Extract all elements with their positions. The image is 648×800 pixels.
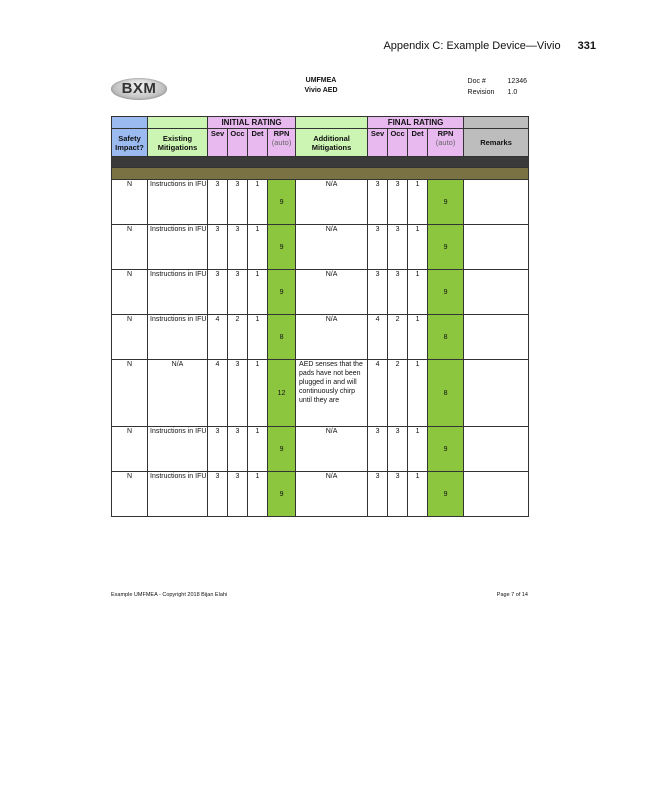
cell-final-occ: 2 xyxy=(388,360,408,427)
header-final-occ: Occ xyxy=(388,129,408,157)
cell-rpn: 12 xyxy=(268,360,296,427)
cell-sev: 3 xyxy=(208,270,228,315)
header-final-rpn-label: RPN xyxy=(437,129,454,138)
running-header xyxy=(383,40,596,52)
cell-safety: N xyxy=(112,270,148,315)
cell-final-rpn: 9 xyxy=(428,180,464,225)
cell-rpn: 9 xyxy=(268,270,296,315)
cell-final-rpn: 9 xyxy=(428,225,464,270)
cell-final-sev: 4 xyxy=(368,315,388,360)
cell-additional: N/A xyxy=(296,180,368,225)
document-header xyxy=(111,76,527,106)
header-det: Det xyxy=(248,129,268,157)
cell-final-det: 1 xyxy=(408,472,428,517)
header-rpn xyxy=(268,129,296,157)
band-blank-safety xyxy=(112,117,148,129)
cell-final-det: 1 xyxy=(408,180,428,225)
header-final-det: Det xyxy=(408,129,428,157)
header-rpn-sub: (auto) xyxy=(271,138,292,147)
cell-existing: Instructions in IFU xyxy=(148,270,208,315)
cell-safety: N xyxy=(112,180,148,225)
cell-final-det: 1 xyxy=(408,427,428,472)
cell-remarks xyxy=(464,472,529,517)
cell-final-occ: 2 xyxy=(388,315,408,360)
cell-final-occ: 3 xyxy=(388,427,408,472)
cell-final-sev: 4 xyxy=(368,360,388,427)
separator-olive xyxy=(112,168,529,180)
cell-safety: N xyxy=(112,360,148,427)
cell-final-rpn: 9 xyxy=(428,270,464,315)
cell-existing: Instructions in IFU xyxy=(148,427,208,472)
table-row xyxy=(112,427,529,472)
cell-safety: N xyxy=(112,472,148,517)
cell-final-det: 1 xyxy=(408,270,428,315)
cell-existing: Instructions in IFU xyxy=(148,180,208,225)
cell-sev: 3 xyxy=(208,472,228,517)
revision-value: 1.0 xyxy=(507,89,518,96)
table-row xyxy=(112,180,529,225)
cell-additional: N/A xyxy=(296,472,368,517)
header-final-rpn-sub: (auto) xyxy=(435,138,456,147)
cell-final-rpn: 8 xyxy=(428,360,464,427)
header-additional-mitigations: Additional Mitigations xyxy=(296,129,368,157)
table-row xyxy=(112,315,529,360)
document-title-line2: Vivio AED xyxy=(304,87,338,94)
table-row xyxy=(112,472,529,517)
cell-additional: N/A xyxy=(296,270,368,315)
cell-sev: 4 xyxy=(208,315,228,360)
footer-copyright: Example UMFMEA - Copyright 2018 Bijan Elahi xyxy=(111,592,228,598)
cell-final-occ: 3 xyxy=(388,270,408,315)
cell-occ: 2 xyxy=(228,315,248,360)
footer-page-count: Page 7 of 14 xyxy=(496,592,528,598)
cell-sev: 4 xyxy=(208,360,228,427)
cell-sev: 3 xyxy=(208,427,228,472)
cell-final-occ: 3 xyxy=(388,472,408,517)
cell-existing: Instructions in IFU xyxy=(148,225,208,270)
band-blank-existing xyxy=(148,117,208,129)
cell-remarks xyxy=(464,180,529,225)
cell-det: 1 xyxy=(248,315,268,360)
table-row xyxy=(112,360,529,427)
fmea-table xyxy=(111,116,529,517)
header-sev: Sev xyxy=(208,129,228,157)
band-blank-additional xyxy=(296,117,368,129)
page-number: 331 xyxy=(577,40,596,52)
table-row xyxy=(112,270,529,315)
document-title-line1: UMFMEA xyxy=(305,77,337,84)
cell-det: 1 xyxy=(248,225,268,270)
running-header-title: Appendix C: Example Device—Vivio xyxy=(383,40,561,52)
cell-existing: Instructions in IFU xyxy=(148,315,208,360)
cell-rpn: 9 xyxy=(268,180,296,225)
revision-label: Revision xyxy=(467,89,495,96)
band-initial-rating: INITIAL RATING xyxy=(208,117,296,129)
cell-rpn: 9 xyxy=(268,427,296,472)
cell-occ: 3 xyxy=(228,472,248,517)
cell-final-occ: 3 xyxy=(388,225,408,270)
cell-remarks xyxy=(464,315,529,360)
cell-final-sev: 3 xyxy=(368,180,388,225)
cell-safety: N xyxy=(112,427,148,472)
cell-det: 1 xyxy=(248,180,268,225)
cell-sev: 3 xyxy=(208,225,228,270)
cell-det: 1 xyxy=(248,472,268,517)
page-footer xyxy=(111,592,528,598)
band-blank-remarks xyxy=(464,117,529,129)
cell-remarks xyxy=(464,360,529,427)
cell-rpn: 9 xyxy=(268,225,296,270)
separator-dark xyxy=(112,157,529,168)
cell-safety: N xyxy=(112,315,148,360)
header-existing-mitigations: Existing Mitigations xyxy=(148,129,208,157)
cell-occ: 3 xyxy=(228,427,248,472)
cell-occ: 3 xyxy=(228,180,248,225)
cell-final-rpn: 9 xyxy=(428,472,464,517)
cell-occ: 3 xyxy=(228,360,248,427)
band-final-rating: FINAL RATING xyxy=(368,117,464,129)
document-meta xyxy=(468,76,527,98)
bxm-logo: BXM xyxy=(111,78,167,100)
cell-occ: 3 xyxy=(228,225,248,270)
cell-final-det: 1 xyxy=(408,360,428,427)
cell-det: 1 xyxy=(248,270,268,315)
cell-final-sev: 3 xyxy=(368,225,388,270)
header-final-rpn xyxy=(428,129,464,157)
doc-number-value: 12346 xyxy=(507,78,527,85)
cell-remarks xyxy=(464,270,529,315)
cell-final-sev: 3 xyxy=(368,427,388,472)
cell-det: 1 xyxy=(248,427,268,472)
cell-sev: 3 xyxy=(208,180,228,225)
header-remarks: Remarks xyxy=(464,129,529,157)
document-title xyxy=(281,76,361,96)
cell-safety: N xyxy=(112,225,148,270)
cell-rpn: 9 xyxy=(268,472,296,517)
cell-existing: Instructions in IFU xyxy=(148,472,208,517)
cell-additional: AED senses that the pads have not been plugged in and will continuously chirp until they are xyxy=(296,360,368,427)
cell-final-det: 1 xyxy=(408,315,428,360)
cell-final-rpn: 8 xyxy=(428,315,464,360)
header-rpn-label: RPN xyxy=(273,129,290,138)
doc-number-label: Doc # xyxy=(467,78,486,85)
cell-remarks xyxy=(464,427,529,472)
header-occ: Occ xyxy=(228,129,248,157)
cell-final-sev: 3 xyxy=(368,472,388,517)
cell-final-det: 1 xyxy=(408,225,428,270)
header-final-sev: Sev xyxy=(368,129,388,157)
cell-additional: N/A xyxy=(296,315,368,360)
cell-rpn: 8 xyxy=(268,315,296,360)
header-safety-impact: Safety Impact? xyxy=(112,129,148,157)
table-row xyxy=(112,225,529,270)
cell-final-sev: 3 xyxy=(368,270,388,315)
cell-additional: N/A xyxy=(296,225,368,270)
cell-additional: N/A xyxy=(296,427,368,472)
cell-final-occ: 3 xyxy=(388,180,408,225)
cell-det: 1 xyxy=(248,360,268,427)
cell-existing: N/A xyxy=(148,360,208,427)
cell-final-rpn: 9 xyxy=(428,427,464,472)
cell-remarks xyxy=(464,225,529,270)
cell-occ: 3 xyxy=(228,270,248,315)
